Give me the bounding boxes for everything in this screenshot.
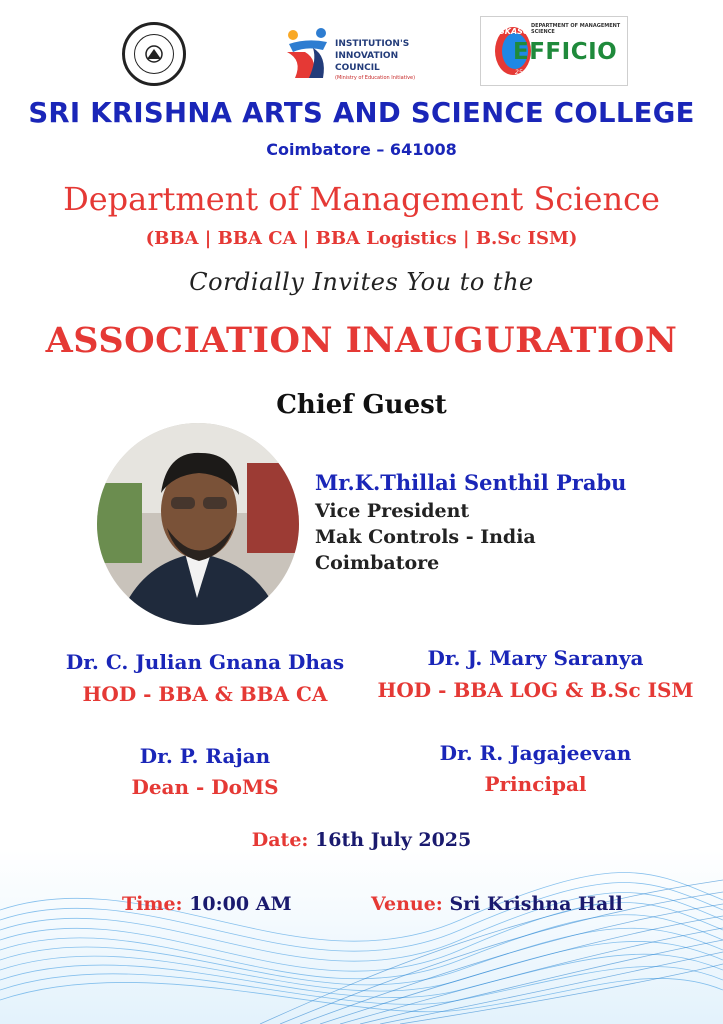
dignitary-name: Dr. P. Rajan (139, 744, 271, 768)
dignitary-dean (50, 744, 360, 799)
time-value: 10:00 AM (189, 893, 292, 915)
event-title: ASSOCIATION INAUGURATION (45, 320, 678, 361)
event-time (122, 893, 291, 915)
efficio-badge: SKASC (499, 27, 529, 36)
date-value: 16th July 2025 (315, 829, 472, 851)
dignitary-role: HOD - BBA & BBA CA (82, 682, 328, 706)
dignitary-role: Dean - DoMS (131, 775, 279, 799)
efficio-word: EFFICIO (513, 39, 618, 65)
dignitary-hod-log (368, 646, 703, 702)
iic-logo (283, 26, 433, 86)
dignitary-name: Dr. J. Mary Saranya (427, 646, 644, 670)
iic-line-3: COUNCIL (335, 63, 380, 73)
chief-guest-photo (97, 423, 299, 625)
dignitary-principal (368, 741, 703, 796)
wave-background (0, 850, 723, 1024)
department-name: Department of Management Science (63, 180, 660, 218)
chief-guest-company: Mak Controls - India (315, 526, 536, 548)
efficio-logo (480, 16, 628, 86)
dignitary-role: Principal (484, 772, 587, 796)
event-date (0, 829, 723, 851)
chief-guest-location: Coimbatore (315, 552, 440, 574)
chief-guest-heading: Chief Guest (276, 390, 447, 420)
dignitary-hod-bba (50, 650, 360, 706)
date-label: Date: (251, 829, 309, 851)
efficio-dept-text: DEPARTMENT OF MANAGEMENT SCIENCE (531, 23, 621, 35)
college-city: Coimbatore – 641008 (266, 140, 457, 159)
department-programs: (BBA | BBA CA | BBA Logistics | B.Sc ISM) (145, 228, 578, 249)
chief-guest-designation: Vice President (315, 500, 470, 522)
dignitary-role: HOD - BBA LOG & B.Sc ISM (377, 678, 694, 702)
venue-value: Sri Krishna Hall (449, 893, 623, 915)
time-label: Time: (122, 893, 183, 915)
iic-line-2: INNOVATION (335, 51, 399, 61)
dignitary-name: Dr. R. Jagajeevan (439, 741, 632, 765)
college-seal-logo (122, 22, 186, 86)
efficio-years: 25 YEARS (515, 69, 545, 76)
dignitary-name: Dr. C. Julian Gnana Dhas (65, 650, 345, 674)
iic-subtitle: (Ministry of Education Initiative) (335, 75, 416, 81)
invitation-line: Cordially Invites You to the (189, 268, 534, 296)
college-name: SRI KRISHNA ARTS AND SCIENCE COLLEGE (28, 97, 695, 129)
iic-line-1: INSTITUTION'S (335, 39, 410, 49)
chief-guest-name: Mr.K.Thillai Senthil Prabu (315, 470, 627, 495)
event-venue (371, 893, 623, 915)
venue-label: Venue: (371, 893, 443, 915)
